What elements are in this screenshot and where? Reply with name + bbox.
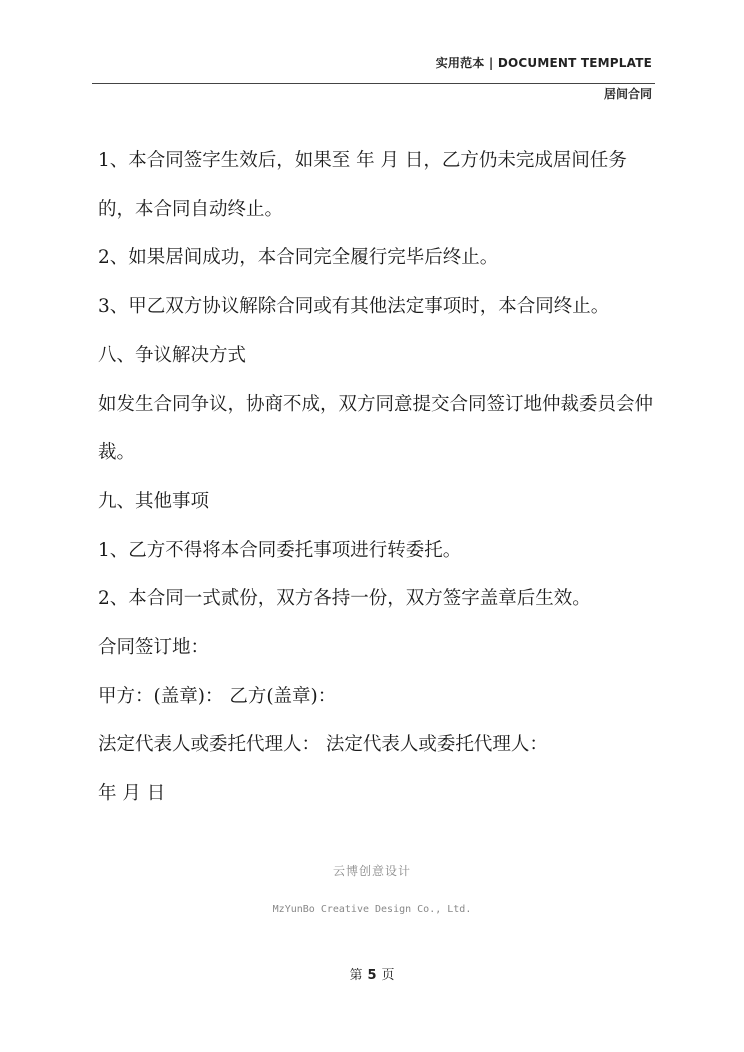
section-heading-dispute: 八、争议解决方式	[98, 344, 247, 366]
signing-place: 合同签订地：	[98, 637, 210, 659]
paragraph-dispute: 如发生合同争议，协商不成，双方同意提交合同签订地仲裁委员会仲裁。	[98, 393, 654, 464]
party-seals: 甲方：(盖章)： 乙方(盖章)：	[98, 685, 337, 707]
page-number-value: 5	[367, 968, 377, 983]
header-divider	[92, 83, 655, 84]
paragraph-other-1: 1、乙方不得将本合同委托事项进行转委托。	[98, 539, 462, 561]
signing-date: 年 月 日	[98, 783, 166, 805]
paragraph-other-2: 2、本合同一式贰份，双方各持一份，双方签字盖章后生效。	[98, 588, 591, 610]
legal-representatives: 法定代表人或委托代理人： 法定代表人或委托代理人：	[98, 734, 548, 756]
paragraph-termination-3: 3、甲乙双方协议解除合同或有其他法定事项时，本合同终止。	[98, 296, 610, 318]
footer-company-en: MzYunBo Creative Design Co., Ltd.	[272, 904, 472, 915]
paragraph-termination-1: 1、本合同签字生效后，如果至 年 月 日，乙方仍未完成居间任务的，本合同自动终止。	[98, 150, 627, 220]
page-number	[0, 964, 744, 983]
footer-company-cn: 云博创意设计	[332, 864, 411, 878]
header-subtitle: 居间合同	[603, 87, 652, 101]
page-suffix: 页	[381, 968, 395, 983]
section-heading-other: 九、其他事项	[98, 490, 210, 512]
header-title: 实用范本 | DOCUMENT TEMPLATE	[435, 56, 652, 70]
document-body	[98, 137, 661, 819]
page-prefix: 第	[349, 968, 363, 983]
paragraph-termination-2: 2、如果居间成功，本合同完全履行完毕后终止。	[98, 247, 499, 269]
